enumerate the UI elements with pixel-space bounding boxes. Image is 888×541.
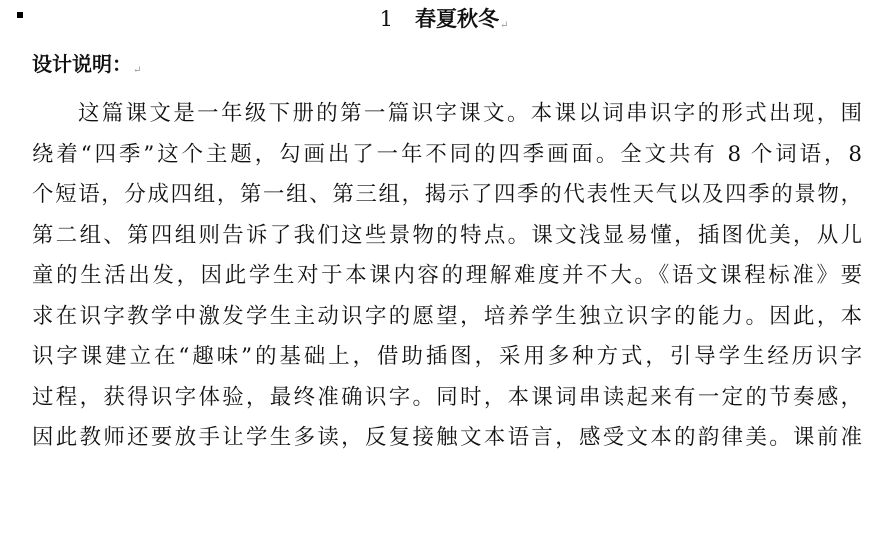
- paragraph-line: 个短语，分成四组，第一组、第三组，揭示了四季的代表性天气以及四季的景物，: [32, 182, 862, 207]
- paragraph-line: 童的生活出发，因此学生对于本课内容的理解难度并不大。《语文课程标准》要: [32, 263, 862, 288]
- paragraph-line: 因此教师还要放手让学生多读，反复接触文本语言，感受文本的韵律美。课前准: [32, 425, 862, 450]
- page-title: [0, 4, 888, 41]
- paragraph-line: 这篇课文是一年级下册的第一篇识字课文。本课以词串识字的形式出现，围: [78, 101, 862, 126]
- paragraph-line: 识字课建立在“趣味”的基础上，借助插图，采用多种方式，引导学生经历识字: [32, 344, 862, 369]
- title-text: 春夏秋冬: [414, 6, 499, 31]
- paragraph-mark-icon: ↵: [133, 65, 142, 76]
- design-heading-label: 设计说明：: [32, 52, 132, 76]
- paragraph-mark-icon: ↵: [499, 20, 509, 31]
- paragraph-line: 绕着“四季”这个主题，勾画出了一年不同的四季画面。全文共有 8 个词语，8: [32, 141, 862, 167]
- paragraph-line: 求在识字教学中激发学生主动识字的愿望，培养学生独立识字的能力。因此，本: [32, 303, 862, 329]
- paragraph-line: 过程，获得识字体验，最终准确识字。同时，本课词串读起来有一定的节奏感，: [32, 384, 862, 410]
- title-number: 1: [379, 7, 393, 31]
- design-paragraph: [32, 94, 862, 459]
- paragraph-line: 第二组、第四组则告诉了我们这些景物的特点。课文浅显易懂，插图优美，从儿: [32, 222, 862, 248]
- design-heading: [32, 49, 141, 86]
